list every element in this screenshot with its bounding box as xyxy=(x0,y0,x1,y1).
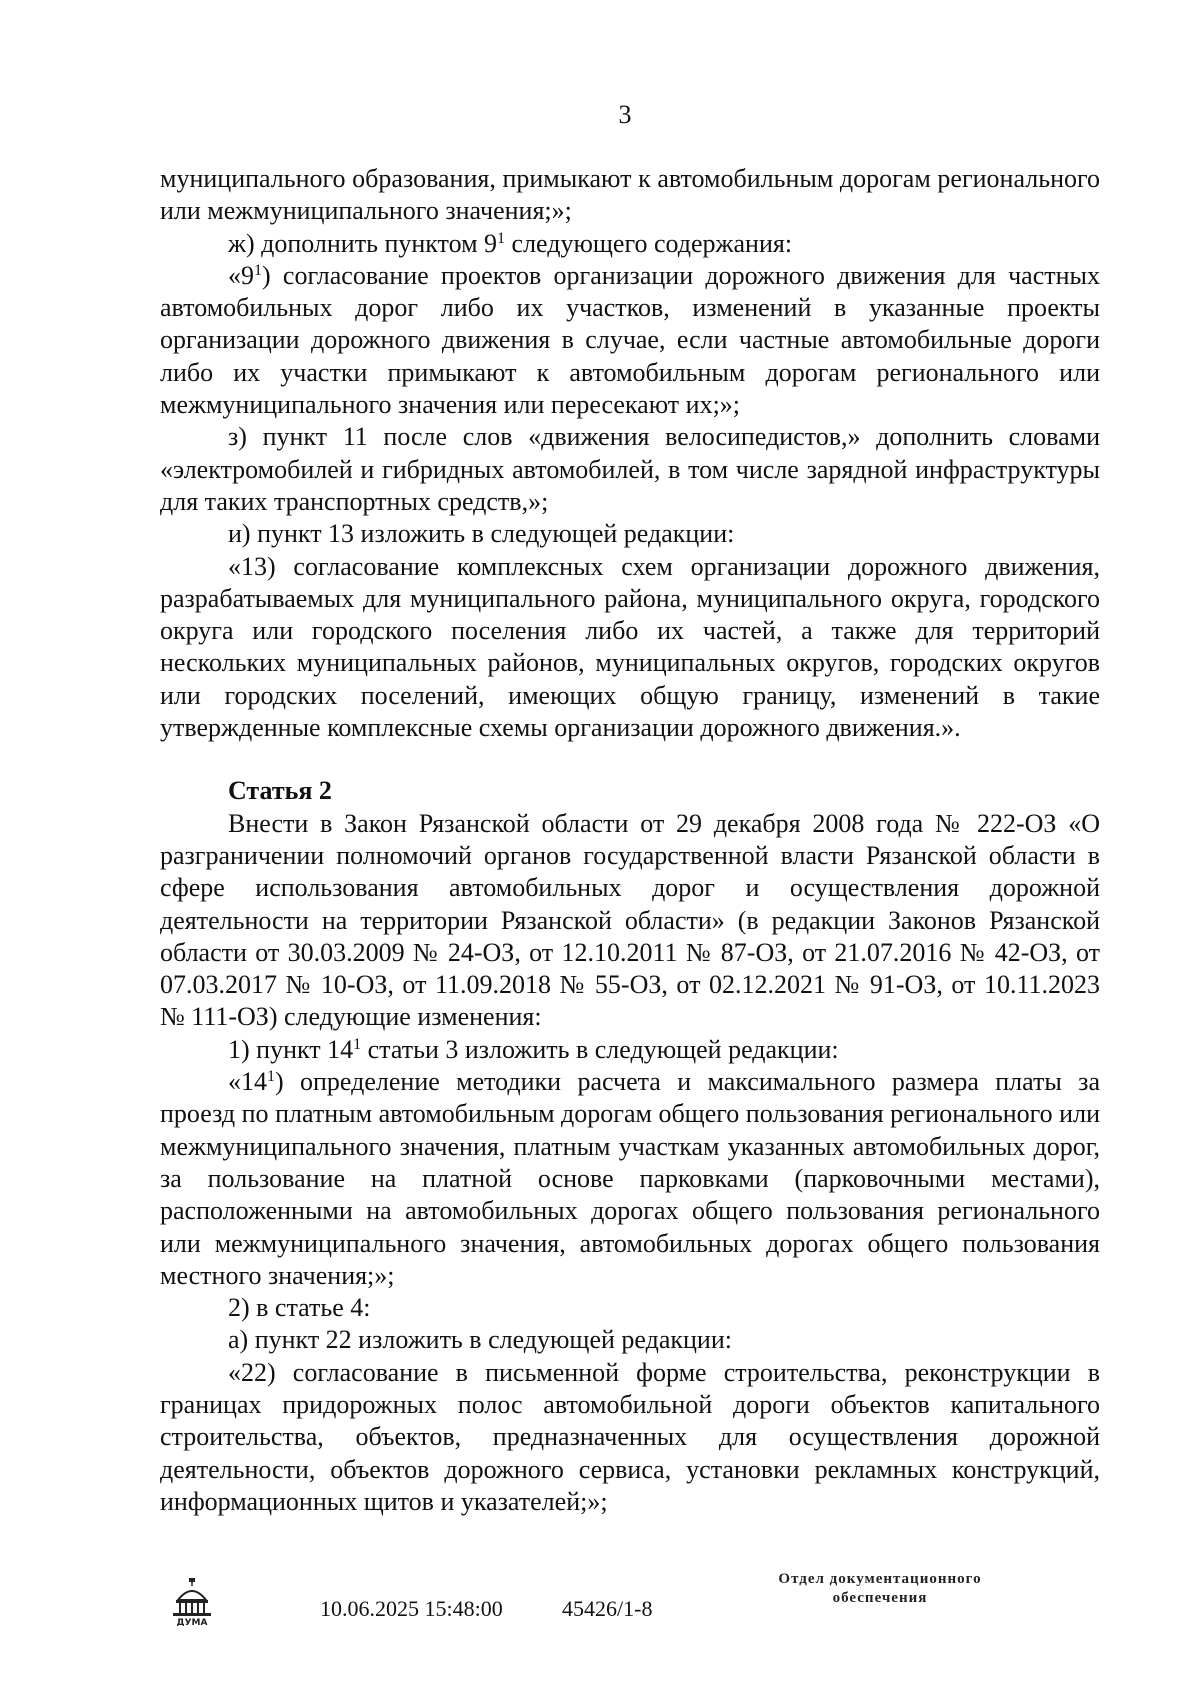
paragraph-item-a: а) пункт 22 изложить в следующей редакции: xyxy=(228,1325,732,1355)
paragraph-article-2-intro: Внести в Закон Рязанской области от 29 декабря 2008 года № 222-ОЗ «О разграничении полномочий органов государственной власти Рязанской области в сфере использования автомобильных дорог и осуществления дорожной деятельности на территории Рязанской области» (в редакции Законов Рязанской области от 30.03.2009 № 24-ОЗ, от 12.10.2011 № 87-ОЗ, от 21.07.2016 № 42-ОЗ, от 07.03.2017 № 10-ОЗ, от 11.09.2018 № 55-ОЗ, от 02.12.2021 № 91-ОЗ, от 10.11.2023 № 111-ОЗ) следующие изменения: xyxy=(160,808,1100,1032)
duma-logo-icon xyxy=(170,1576,214,1626)
paragraph-item-zh: ж) дополнить пунктом $9^1$ следующего содержания: xyxy=(228,228,793,258)
footer-datetime: 10.06.2025 15:48:00 xyxy=(320,1596,503,1621)
paragraph-item-1: 1) пункт $14^1$ статьи 3 изложить в следующей редакции: xyxy=(228,1034,839,1064)
article-heading: Статья 2 xyxy=(228,776,332,806)
page-number: 3 xyxy=(618,100,632,129)
stamp-line-2: обеспечения xyxy=(832,1590,928,1606)
paragraph-continuation: муниципального образования, примыкают к автомобильным дорогам регионального или межмуниципального значения;»; xyxy=(160,164,1100,226)
paragraph-point-14-1: «$14^1$) определение методики расчета и максимального размера платы за проезд по платным автомобильным дорогам общего пользования регионального или межмуниципального значения, платным участкам указанных автомобильных дорог, за пользование на платной основе парковками (парковочными местами), расположенными на автомобильных дорогах общего пользования регионального или межмуниципального значения, автомобильных дорогах общего пользования местного значения;»; xyxy=(160,1067,1100,1290)
paragraph-point-13: «13) согласование комплексных схем организации дорожного движения, разрабатываемых для муниципального района, муниципального округа, городского округа или городского поселения либо их частей, а также для территорий нескольких муниципальных районов, муниципальных округов, городских округов или городских поселений, имеющих общую границу, изменений в такие утвержденные комплексные схемы организации дорожного движения.». xyxy=(160,551,1100,743)
paragraph-item-z: з) пункт 11 после слов «движения велосипедистов,» дополнить словами «электромобилей и гибридных автомобилей, в том числе зарядной инфраструктуры для таких транспортных средств,»; xyxy=(160,422,1100,516)
svg-text:ДУМА: ДУМА xyxy=(176,1618,208,1626)
footer-doc-number: 45426/1-8 xyxy=(562,1596,653,1621)
paragraph-point-9-1: «$9^1$) согласование проектов организации дорожного движения для частных автомобильных дорог либо их участков, изменений в указанные проекты организации дорожного движения в случае, если частные автомобильные дороги либо их участки примыкают к автомобильным дорогам регионального или межмуниципального значения или пересекают их;»; xyxy=(160,260,1100,420)
stamp-line-1: Отдел документационного xyxy=(778,1571,982,1587)
document-body xyxy=(160,163,1100,1518)
footer-stamp xyxy=(735,1570,1025,1608)
paragraph-item-2: 2) в статье 4: xyxy=(228,1293,371,1323)
paragraph-point-22: «22) согласование в письменной форме строительства, реконструкции в границах придорожных полос автомобильной дороги объектов капитального строительства, объектов, предназначенных для осуществления дорожной деятельности, объектов дорожного сервиса, установки рекламных конструкций, информационных щитов и указателей;»; xyxy=(160,1357,1100,1516)
paragraph-item-i: и) пункт 13 изложить в следующей редакции: xyxy=(228,519,735,549)
